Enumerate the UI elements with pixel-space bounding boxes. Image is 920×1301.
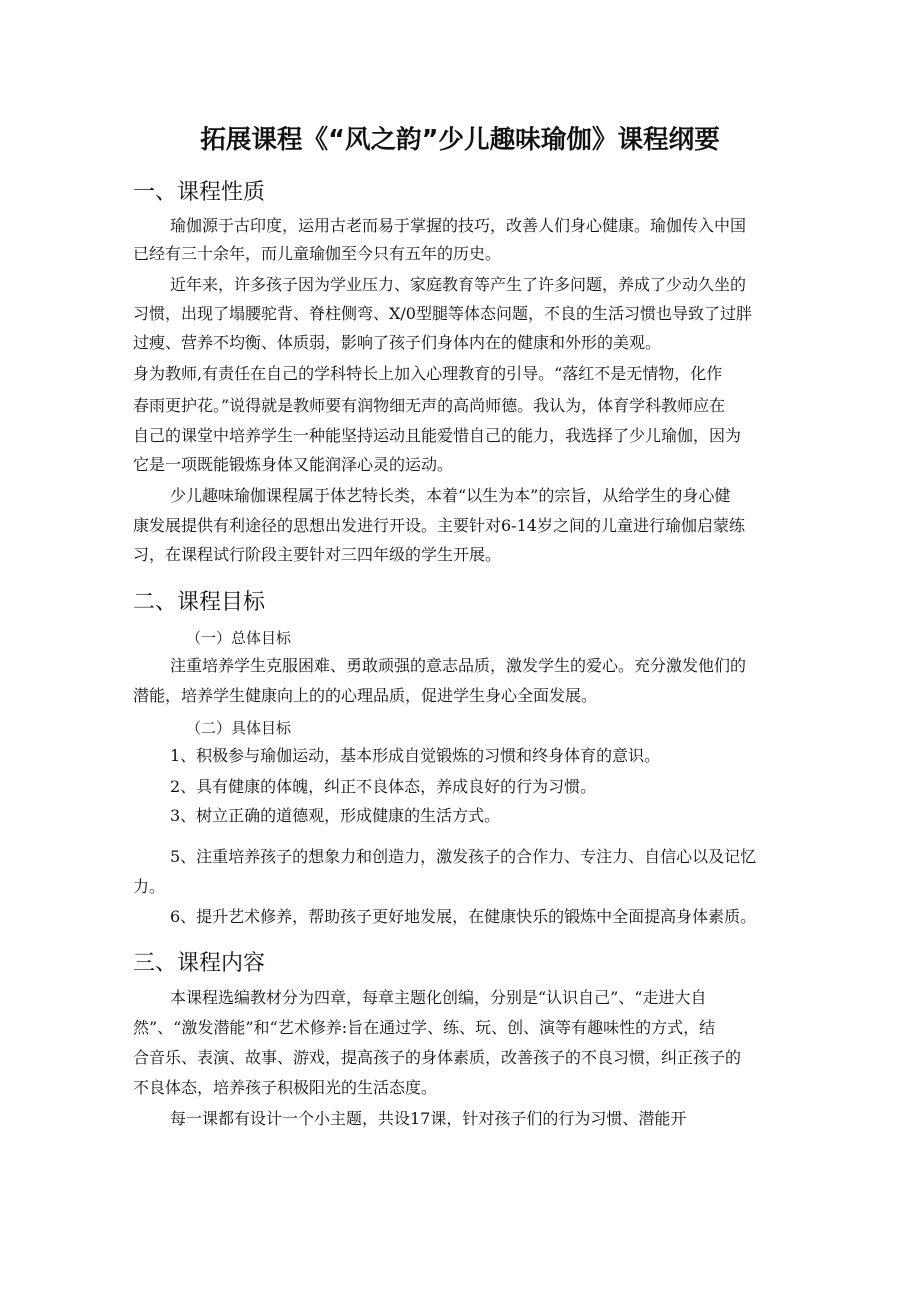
paragraph-line: 合音乐、表演、故事、游戏，提高孩子的身体素质，改善孩子的不良习惯，纠正孩子的: [133, 1048, 742, 1067]
subheading-overall-goal: （一）总体目标: [186, 629, 292, 647]
paragraph-line: 潜能，培养学生健康向上的的心理品质，促进学生身心全面发展。: [133, 686, 598, 705]
list-item: 6、提升艺术修养，帮助孩子更好地发展，在健康快乐的锻炼中全面提高身体素质。: [170, 907, 757, 926]
list-item: 1、积极参与瑜伽运动，基本形成自觉锻炼的习惯和终身体育的意识。: [170, 746, 661, 765]
paragraph-line: 身为教师,有责任在自己的学科特长上加入心理教育的引导。“落红不是无情物，化作: [133, 364, 723, 383]
paragraph-line: 然”、“激发潜能”和“艺术修养:旨在通过学、练、玩、创、演等有趣味性的方式，结: [133, 1018, 716, 1037]
paragraph-line: 春雨更护花。”说得就是教师要有润物细无声的高尚师德。我认为，体育学科教师应在: [133, 396, 726, 415]
section-heading-nature: 一、课程性质: [133, 180, 266, 205]
paragraph-line: 每一课都有设计一个小主题，共设17课，针对孩子们的行为习惯、潜能开: [170, 1109, 687, 1128]
section-heading-content: 三、课程内容: [133, 951, 266, 976]
paragraph-line: 它是一项既能锻炼身体又能润泽心灵的运动。: [133, 455, 454, 474]
paragraph-line: 少儿趣味瑜伽课程属于体艺特长类，本着“以生为本”的宗旨，从给学生的身心健: [170, 486, 731, 505]
paragraph-line: 近年来，许多孩子因为学业压力、家庭教育等产生了许多问题，养成了少动久坐的: [170, 275, 747, 294]
paragraph-line: 过瘦、营养不均衡、体质弱，影响了孩子们身体内在的健康和外形的美观。: [133, 333, 662, 352]
paragraph-line: 自己的课堂中培养学生一种能坚持运动且能爱惜自己的能力，我选择了少儿瑜伽，因为: [133, 426, 742, 445]
paragraph-line: 已经有三十余年，而儿童瑜伽至今只有五年的历史。: [133, 244, 502, 263]
section-heading-goals: 二、课程目标: [133, 590, 266, 615]
paragraph-line: 习惯，出现了塌腰驼背、脊柱侧弯、X/0型腿等体态问题，不良的生活习惯也导致了过胖: [133, 304, 752, 323]
paragraph-line: 瑜伽源于古印度，运用古老而易于掌握的技巧，改善人们身心健康。瑜伽传入中国: [170, 216, 747, 235]
paragraph-line: 不良体态，培养孩子积极阳光的生活态度。: [133, 1078, 438, 1097]
paragraph-line: 注重培养学生克服困难、勇敢顽强的意志品质，激发学生的爱心。充分激发他们的: [170, 656, 747, 675]
paragraph-line: 习，在课程试行阶段主要针对三四年级的学生开展。: [133, 545, 502, 564]
document-title: 拓展课程《“风之韵”少儿趣味瑜伽》课程纲要: [200, 125, 720, 155]
list-item: 3、树立正确的道德观，形成健康的生活方式。: [170, 806, 501, 825]
subheading-specific-goals: （二）具体目标: [186, 719, 292, 737]
list-item: 5、注重培养孩子的想象力和创造力，激发孩子的合作力、专注力、自信心以及记忆: [170, 847, 757, 866]
paragraph-line: 康发展提供有利途径的思想出发进行开设。主要针对6-14岁之间的儿童进行瑜伽启蒙练: [133, 516, 745, 535]
paragraph-line: 本课程选编教材分为四章，每章主题化创编，分别是“认识自己”、“走进大自: [170, 988, 707, 1007]
list-item-continuation: 力。: [133, 877, 166, 896]
list-item: 2、具有健康的体魄，纠正不良体态，养成良好的行为习惯。: [170, 777, 597, 796]
